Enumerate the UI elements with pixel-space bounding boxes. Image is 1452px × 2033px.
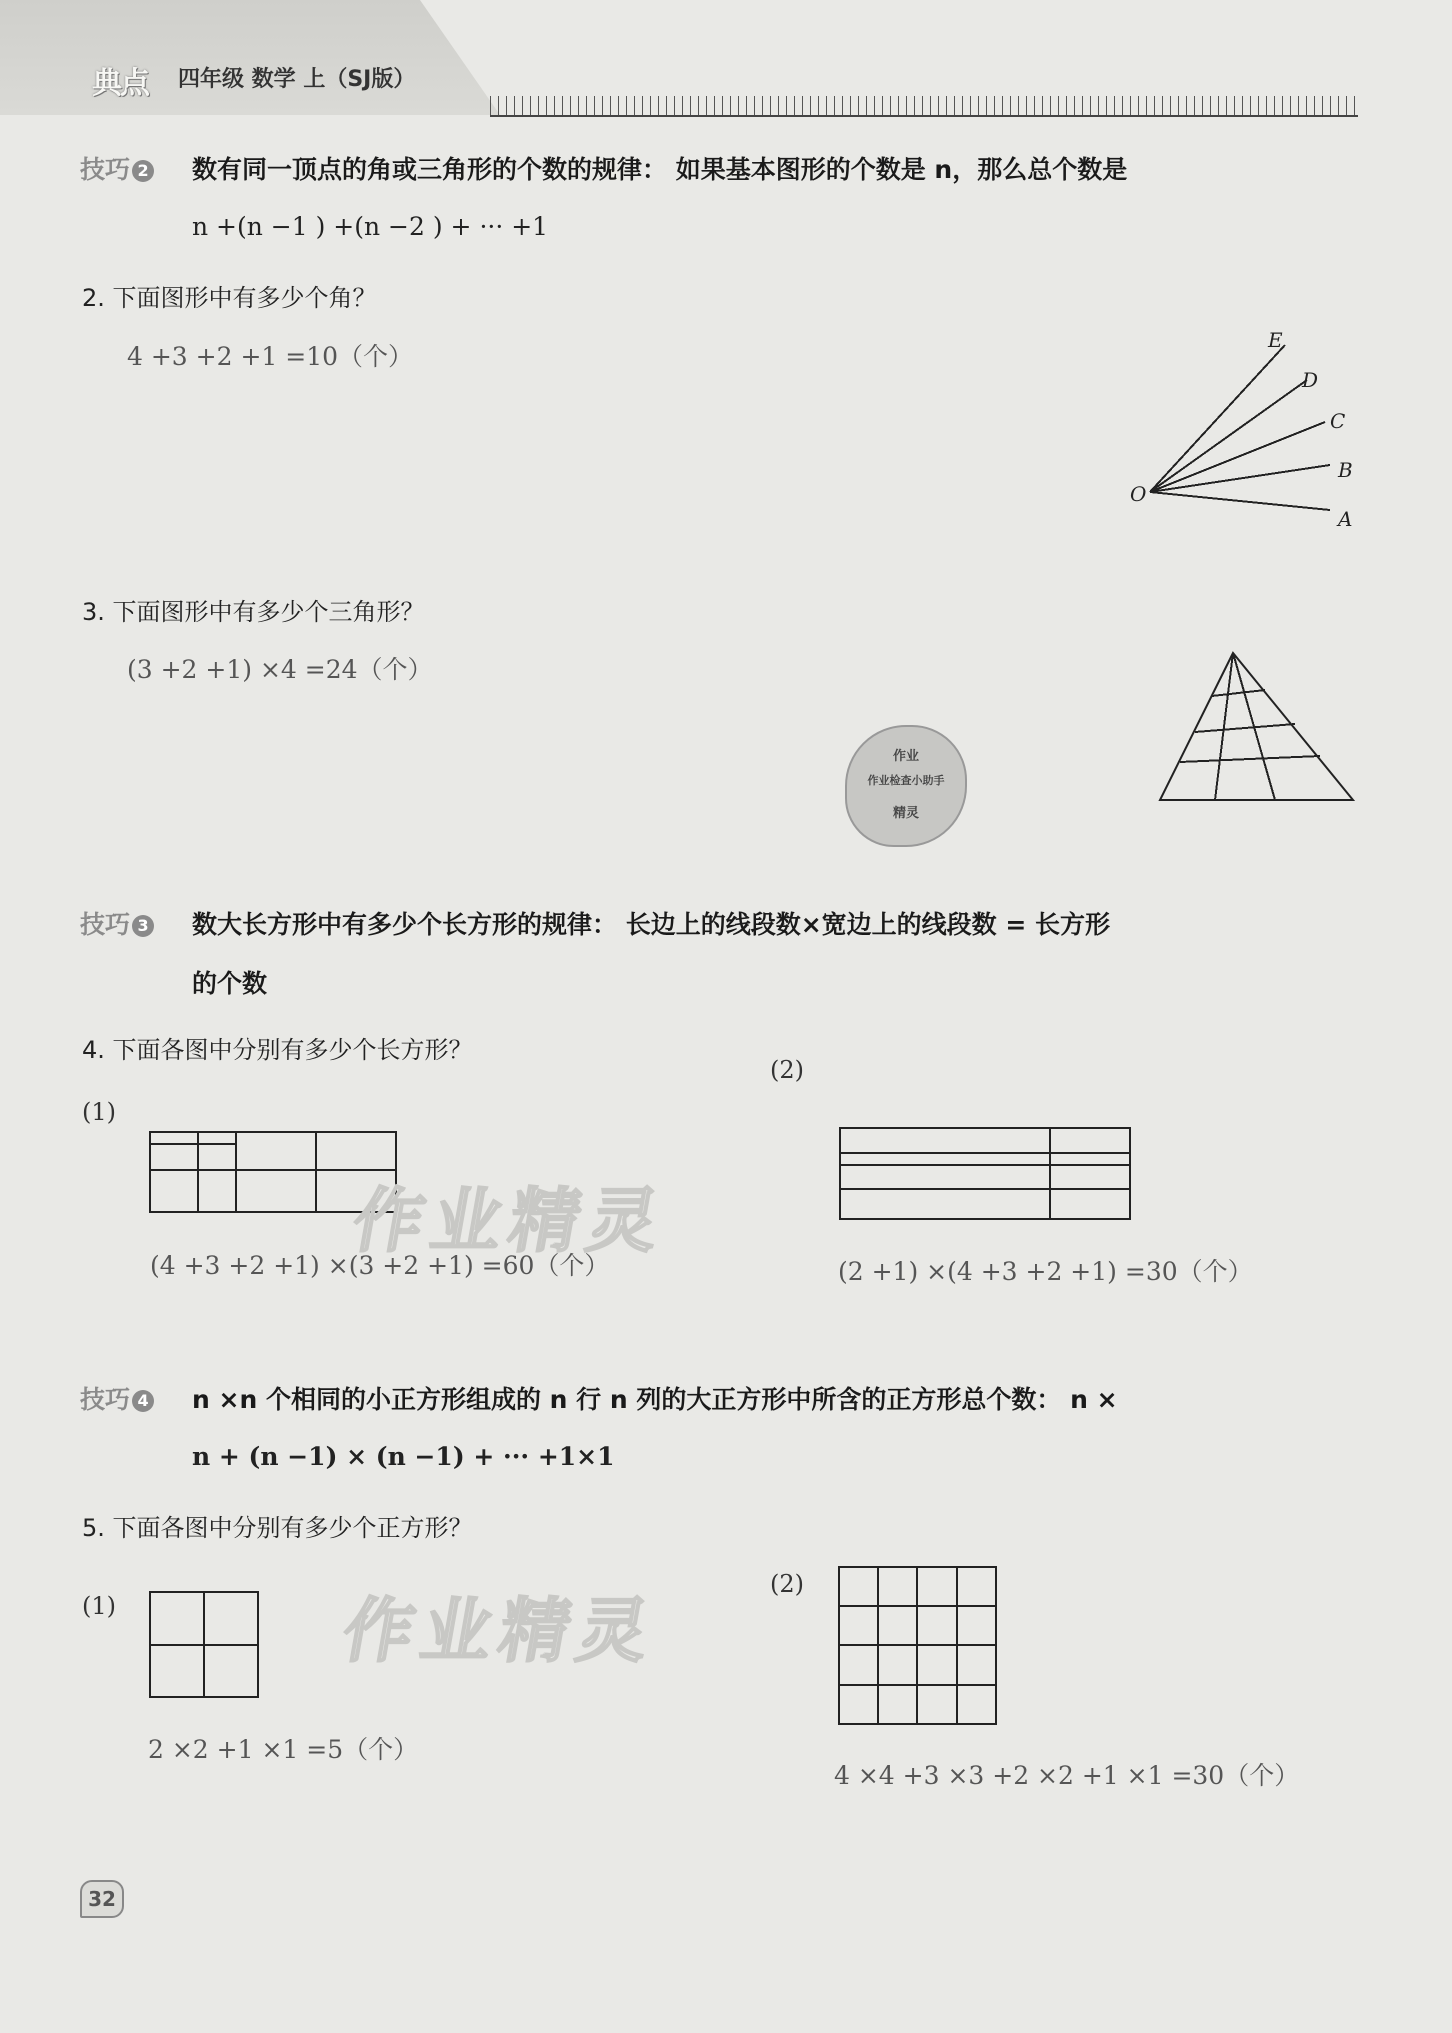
q5-answer1: 2 ×2 +1 ×1 =5（个） (148, 1735, 419, 1764)
stamp-line2: 作业检查小助手 (867, 774, 945, 787)
inner-line-1 (1215, 653, 1233, 800)
stamp-line3: 精灵 (892, 806, 919, 821)
tip4-label-text: 技巧 (80, 1385, 131, 1414)
ray-od (1150, 380, 1307, 492)
q4-answer1: (4 +3 +2 +1) ×(3 +2 +1) =60（个） (150, 1251, 610, 1280)
q5-sub2-label: (2) (770, 1570, 804, 1598)
header-band (0, 0, 500, 115)
ray-ob (1150, 465, 1330, 492)
tip3-number-badge: 3 (132, 915, 154, 937)
watermark-1: 作业精灵 (346, 1180, 674, 1262)
q5-answer2: 4 ×4 +3 ×3 +2 ×2 +1 ×1 =30（个） (834, 1761, 1300, 1790)
q5-question: 5. 下面各图中分别有多少个正方形？ (82, 1514, 473, 1542)
label-e: E (1268, 328, 1283, 352)
tip3-text-line1: 数大长方形中有多少个长方形的规律： 长边上的线段数×宽边上的线段数 = 长方形 (192, 910, 1111, 939)
tip2-text: 数有同一顶点的角或三角形的个数的规律： 如果基本图形的个数是 n，那么总个数是 (192, 155, 1128, 184)
stamp-logo (845, 725, 967, 847)
label-c: C (1330, 409, 1346, 433)
brand-logo: 典点 (92, 66, 148, 101)
stamp-line1: 作业 (892, 749, 919, 764)
tip4-number-badge: 4 (132, 1390, 154, 1412)
q5-sub1-label: (1) (82, 1592, 116, 1620)
ruler-decoration (490, 96, 1358, 116)
angle-figure (1120, 325, 1370, 535)
ray-oe (1150, 345, 1285, 492)
page-number: 32 (80, 1880, 124, 1918)
book-title: 四年级 数学 上（SJ版） (178, 67, 416, 92)
tip3-label (80, 905, 154, 941)
rect-grid-2 (838, 1126, 1134, 1223)
cross-line-2 (1195, 724, 1295, 732)
square-grid-2 (837, 1565, 999, 1727)
q2-question: 2. 下面图形中有多少个角？ (82, 284, 377, 312)
label-b: B (1338, 458, 1353, 482)
tip2-label (80, 150, 154, 186)
ray-oa (1150, 492, 1330, 510)
triangle-figure (1155, 650, 1355, 805)
q4-answer2: (2 +1) ×(4 +3 +2 +1) =30（个） (838, 1257, 1253, 1286)
q4-question: 4. 下面各图中分别有多少个长方形？ (82, 1036, 473, 1064)
rect-grid-2-outline (840, 1128, 1130, 1219)
header-divider (490, 115, 1358, 117)
cross-line-1 (1212, 690, 1265, 696)
label-a: A (1338, 507, 1353, 531)
q4-sub1-label: (1) (82, 1098, 116, 1126)
tip2-number-badge: 2 (132, 160, 154, 182)
label-o: O (1130, 482, 1147, 506)
q2-answer: 4 +3 +2 +1 =10（个） (127, 342, 414, 371)
label-d: D (1302, 368, 1319, 392)
ray-oc (1150, 422, 1325, 492)
q3-answer: (3 +2 +1) ×4 =24（个） (127, 655, 433, 684)
square-grid-1 (148, 1590, 262, 1700)
tip4-label (80, 1380, 154, 1416)
q3-question: 3. 下面图形中有多少个三角形？ (82, 598, 425, 626)
q4-sub2-label: (2) (770, 1056, 804, 1084)
tip3-label-text: 技巧 (80, 910, 131, 939)
tip2-formula: n +(n −1 ) +(n −2 ) + ··· +1 (192, 212, 549, 241)
tip2-label-text: 技巧 (80, 155, 131, 184)
cross-line-3 (1180, 756, 1320, 762)
watermark-2: 作业精灵 (336, 1590, 664, 1672)
tip4-formula: n + (n −1) × (n −1) + ··· +1×1 (192, 1442, 615, 1471)
tip4-text: n ×n 个相同的小正方形组成的 n 行 n 列的大正方形中所含的正方形总个数： n × (192, 1385, 1118, 1414)
tip3-text-line2: 的个数 (192, 969, 268, 998)
